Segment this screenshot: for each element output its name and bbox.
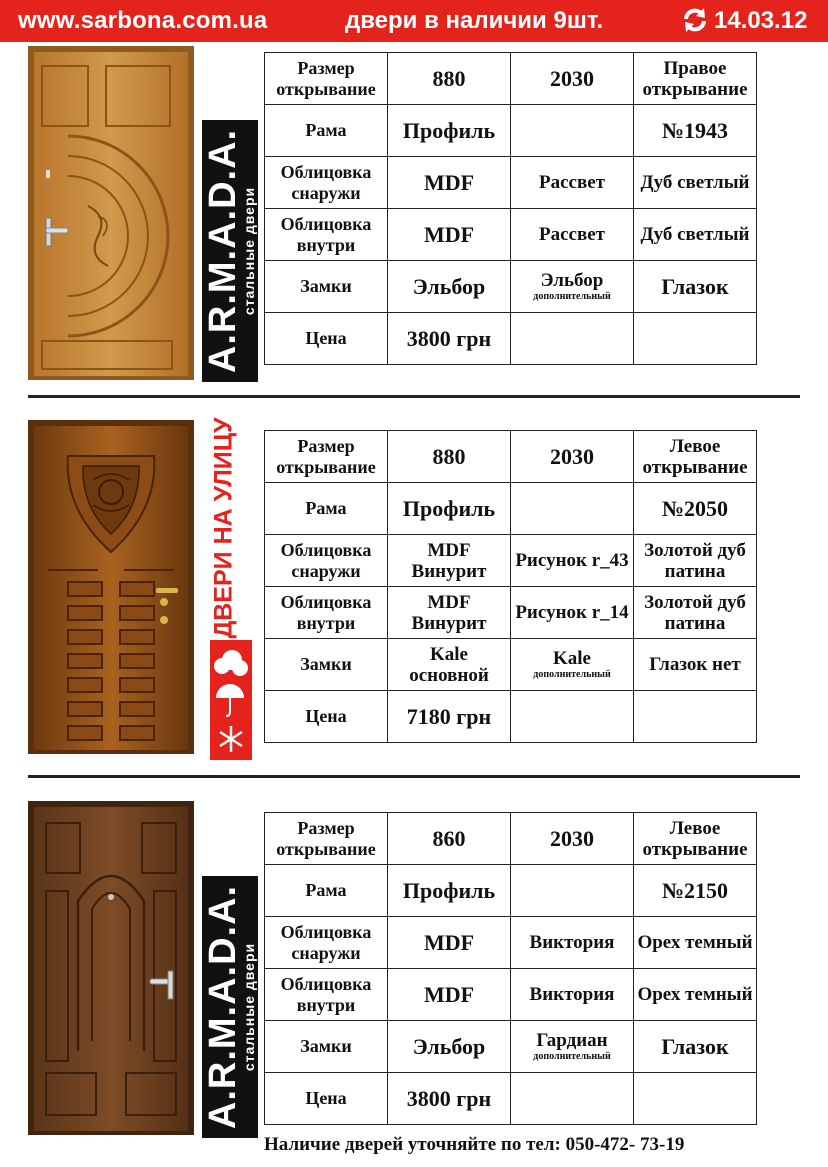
label-frame: Рама bbox=[265, 105, 388, 157]
model-number: №1943 bbox=[634, 105, 757, 157]
empty-cell bbox=[511, 105, 634, 157]
extra-lock: Гардиан bbox=[536, 1030, 608, 1051]
inside-pattern: Рисунок r_14 bbox=[511, 587, 634, 639]
main-lock: Эльбор bbox=[388, 261, 511, 313]
inside-material: MDF bbox=[388, 209, 511, 261]
outside-material: MDF Винурит bbox=[388, 535, 511, 587]
inside-color: Орех темный bbox=[634, 969, 757, 1021]
street-doors-label: ДВЕРИ НА УЛИЦУ bbox=[209, 417, 238, 639]
main-lock: Эльбор bbox=[388, 1021, 511, 1073]
label-outside: Облицовка снаружи bbox=[265, 917, 388, 969]
spec-table-1943 bbox=[264, 52, 757, 365]
extra-lock-cell bbox=[511, 1021, 634, 1073]
label-size: Размер открывание bbox=[265, 813, 388, 865]
label-price: Цена bbox=[265, 1073, 388, 1125]
label-price: Цена bbox=[265, 313, 388, 365]
opening: Левое открывание bbox=[634, 431, 757, 483]
section-divider bbox=[28, 395, 800, 398]
season-icons bbox=[210, 640, 252, 760]
extra-lock-cell bbox=[511, 261, 634, 313]
frame: Профиль bbox=[388, 105, 511, 157]
opening: Правое открывание bbox=[634, 53, 757, 105]
door-image-2050 bbox=[28, 420, 194, 754]
refresh-icon bbox=[680, 5, 710, 35]
extra-lock: Эльбор bbox=[540, 270, 604, 291]
inside-material: MDF Винурит bbox=[388, 587, 511, 639]
empty-cell bbox=[511, 691, 634, 743]
empty-cell bbox=[511, 483, 634, 535]
header-bar bbox=[0, 0, 828, 42]
label-size: Размер открывание bbox=[265, 431, 388, 483]
outside-color: Орех темный bbox=[634, 917, 757, 969]
peephole: Глазок bbox=[634, 1021, 757, 1073]
label-locks: Замки bbox=[265, 261, 388, 313]
label-frame: Рама bbox=[265, 483, 388, 535]
width: 860 bbox=[388, 813, 511, 865]
empty-cell bbox=[634, 313, 757, 365]
outside-color: Золотой дуб патина bbox=[634, 535, 757, 587]
inside-color: Дуб светлый bbox=[634, 209, 757, 261]
brand-tagline: стальные двери bbox=[241, 186, 257, 316]
empty-cell bbox=[511, 313, 634, 365]
outside-pattern: Рассвет bbox=[511, 157, 634, 209]
brand-name: A.R.M.A.D.A. bbox=[202, 884, 244, 1130]
extra-lock-sub: дополнительный bbox=[533, 1051, 611, 1062]
outside-pattern: Виктория bbox=[511, 917, 634, 969]
peephole: Глазок bbox=[634, 261, 757, 313]
brand-logo-2 bbox=[202, 876, 258, 1138]
price: 3800 грн bbox=[388, 1073, 511, 1125]
inside-color: Золотой дуб патина bbox=[634, 587, 757, 639]
width: 880 bbox=[388, 53, 511, 105]
door-image-2150 bbox=[28, 801, 194, 1135]
label-locks: Замки bbox=[265, 1021, 388, 1073]
empty-cell bbox=[634, 1073, 757, 1125]
date: 14.03.12 bbox=[714, 7, 808, 34]
opening: Левое открывание bbox=[634, 813, 757, 865]
extra-lock-sub: дополнительный bbox=[533, 291, 611, 302]
brand-tagline: стальные двери bbox=[241, 942, 257, 1072]
label-locks: Замки bbox=[265, 639, 388, 691]
footer-contact: Наличие дверей уточняйте по тел: 050-472- 73-19 bbox=[264, 1134, 685, 1155]
label-price: Цена bbox=[265, 691, 388, 743]
door-image-1943 bbox=[28, 46, 194, 380]
outside-color: Дуб светлый bbox=[634, 157, 757, 209]
height: 2030 bbox=[511, 813, 634, 865]
brand-name: A.R.M.A.D.A. bbox=[202, 128, 244, 374]
label-size: Размер открывание bbox=[265, 53, 388, 105]
extra-lock: Kale bbox=[553, 648, 591, 669]
label-outside: Облицовка снаружи bbox=[265, 535, 388, 587]
label-inside: Облицовка внутри bbox=[265, 209, 388, 261]
outside-pattern: Рисунок r_43 bbox=[511, 535, 634, 587]
height: 2030 bbox=[511, 431, 634, 483]
height: 2030 bbox=[511, 53, 634, 105]
label-inside: Облицовка внутри bbox=[265, 587, 388, 639]
frame: Профиль bbox=[388, 483, 511, 535]
spec-table-2050 bbox=[264, 430, 757, 743]
outside-material: MDF bbox=[388, 917, 511, 969]
model-number: №2050 bbox=[634, 483, 757, 535]
outside-material: MDF bbox=[388, 157, 511, 209]
label-outside: Облицовка снаружи bbox=[265, 157, 388, 209]
extra-lock-cell bbox=[511, 639, 634, 691]
brand-logo-1 bbox=[202, 120, 258, 382]
section-divider bbox=[28, 775, 800, 778]
peephole: Глазок нет bbox=[634, 639, 757, 691]
inside-pattern: Виктория bbox=[511, 969, 634, 1021]
empty-cell bbox=[634, 691, 757, 743]
stock-count: двери в наличии 9шт. bbox=[345, 7, 604, 34]
width: 880 bbox=[388, 431, 511, 483]
frame: Профиль bbox=[388, 865, 511, 917]
spec-table-2150 bbox=[264, 812, 757, 1125]
extra-lock-sub: дополнительный bbox=[533, 669, 611, 680]
main-lock: Kale основной bbox=[388, 639, 511, 691]
price: 3800 грн bbox=[388, 313, 511, 365]
empty-cell bbox=[511, 865, 634, 917]
label-inside: Облицовка внутри bbox=[265, 969, 388, 1021]
model-number: №2150 bbox=[634, 865, 757, 917]
inside-pattern: Рассвет bbox=[511, 209, 634, 261]
label-frame: Рама bbox=[265, 865, 388, 917]
inside-material: MDF bbox=[388, 969, 511, 1021]
price: 7180 грн bbox=[388, 691, 511, 743]
empty-cell bbox=[511, 1073, 634, 1125]
site-url[interactable]: www.sarbona.com.ua bbox=[18, 7, 268, 34]
